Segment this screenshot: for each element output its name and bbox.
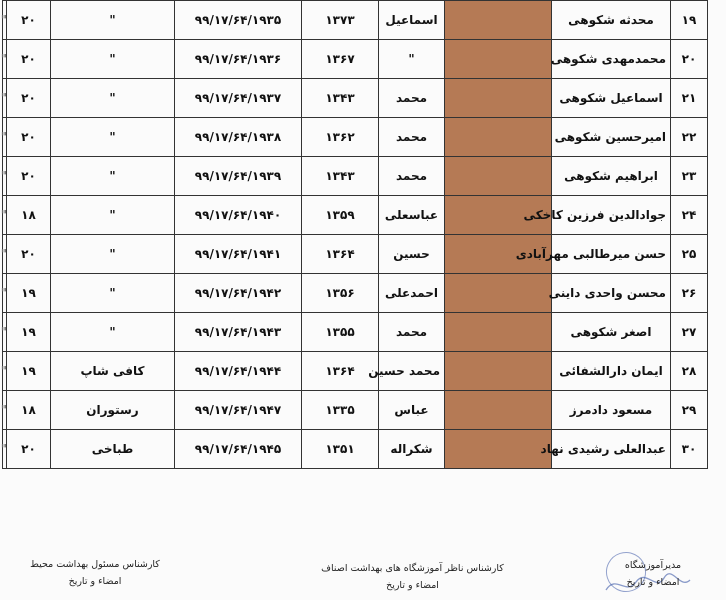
remarks: ": [3, 79, 7, 118]
score: ۱۸: [7, 196, 51, 235]
row-number: ۲۲: [671, 118, 708, 157]
remarks: ": [3, 157, 7, 196]
redacted-field: [445, 274, 552, 313]
score: ۲۰: [7, 157, 51, 196]
score: ۱۹: [7, 352, 51, 391]
table-row: [3, 391, 708, 430]
score: ۲۰: [7, 118, 51, 157]
father-name: محمد: [379, 313, 445, 352]
birth-year: ۱۳۵۵: [302, 313, 379, 352]
signature-title: کارشناس مسئول بهداشت محیط: [30, 559, 160, 570]
row-number: ۱۹: [671, 1, 708, 40]
score: ۱۸: [7, 391, 51, 430]
birth-year: ۱۳۵۱: [302, 430, 379, 469]
table-row: [3, 352, 708, 391]
remarks: ": [3, 1, 7, 40]
father-name: احمدعلی: [379, 274, 445, 313]
birth-year: ۱۳۵۶: [302, 274, 379, 313]
registration-number: ۹۹/۱۷/۶۴/۱۹۴۵: [175, 430, 302, 469]
registration-number: ۹۹/۱۷/۶۴/۱۹۳۸: [175, 118, 302, 157]
father-name: محمد: [379, 157, 445, 196]
signature-title: کارشناس ناظر آموزشگاه های بهداشت اصناف: [321, 563, 504, 574]
signature-block-school-director: [598, 557, 708, 591]
trainee-name: اصغر شکوهی: [552, 313, 671, 352]
trade-type: رستوران: [51, 391, 175, 430]
registration-number: ۹۹/۱۷/۶۴/۱۹۴۷: [175, 391, 302, 430]
registration-number: ۹۹/۱۷/۶۴/۱۹۳۷: [175, 79, 302, 118]
trainee-name: اسماعیل شکوهی: [552, 79, 671, 118]
redacted-field: [445, 352, 552, 391]
birth-year: ۱۳۵۹: [302, 196, 379, 235]
trainee-name: جوادالدین فرزین کاخکی: [552, 196, 671, 235]
remarks: ": [3, 235, 7, 274]
birth-year: ۱۳۴۳: [302, 79, 379, 118]
trainee-name: محدثه شکوهی: [552, 1, 671, 40]
redacted-field: [445, 430, 552, 469]
father-name: محمد حسین: [379, 352, 445, 391]
trainee-name: محسن واحدی داینی: [552, 274, 671, 313]
birth-year: ۱۳۷۳: [302, 1, 379, 40]
trade-type: ": [51, 235, 175, 274]
redacted-field: [445, 79, 552, 118]
trade-type: ": [51, 313, 175, 352]
roster-body: [0, 1, 708, 469]
birth-year: ۱۳۴۳: [302, 157, 379, 196]
score: ۲۰: [7, 1, 51, 40]
table-row: [3, 235, 708, 274]
birth-year: ۱۳۶۴: [302, 352, 379, 391]
trainee-name: ابراهیم شکوهی: [552, 157, 671, 196]
table-row: [3, 313, 708, 352]
birth-year: ۱۳۶۷: [302, 40, 379, 79]
score: ۲۰: [7, 430, 51, 469]
trainee-name: عبدالعلی رشیدی نهاد: [552, 430, 671, 469]
trade-type: ": [51, 157, 175, 196]
signature-subtitle: امضاء و تاریخ: [68, 576, 122, 587]
row-number: ۲۹: [671, 391, 708, 430]
row-number: ۲۷: [671, 313, 708, 352]
redacted-field: [445, 391, 552, 430]
registration-number: ۹۹/۱۷/۶۴/۱۹۴۱: [175, 235, 302, 274]
trainee-name: ایمان دارالشفائی: [552, 352, 671, 391]
registration-number: ۹۹/۱۷/۶۴/۱۹۴۰: [175, 196, 302, 235]
redacted-field: [445, 118, 552, 157]
redacted-field: [445, 1, 552, 40]
table-row: [3, 196, 708, 235]
father-name: محمد: [379, 79, 445, 118]
table-row: [3, 1, 708, 40]
row-number: ۳۰: [671, 430, 708, 469]
remarks: ": [3, 274, 7, 313]
trade-type: ": [51, 1, 175, 40]
row-number: ۲۶: [671, 274, 708, 313]
registration-number: ۹۹/۱۷/۶۴/۱۹۳۵: [175, 1, 302, 40]
trade-type: کافی شاپ: [51, 352, 175, 391]
birth-year: ۱۳۶۴: [302, 235, 379, 274]
signature-block-environmental-health: [20, 556, 170, 590]
registration-number: ۹۹/۱۷/۶۴/۱۹۴۴: [175, 352, 302, 391]
father-name: اسماعیل: [379, 1, 445, 40]
remarks: ": [3, 352, 7, 391]
registration-number: ۹۹/۱۷/۶۴/۱۹۴۳: [175, 313, 302, 352]
table-row: [3, 157, 708, 196]
row-number: ۲۱: [671, 79, 708, 118]
signature-title: مدیرآموزشگاه: [624, 560, 682, 571]
table-row: [3, 118, 708, 157]
row-number: ۲۵: [671, 235, 708, 274]
row-number: ۲۸: [671, 352, 708, 391]
trade-type: ": [51, 40, 175, 79]
score: ۲۰: [7, 79, 51, 118]
table-row: [3, 430, 708, 469]
table-row: [3, 274, 708, 313]
birth-year: ۱۳۳۵: [302, 391, 379, 430]
table-row: [3, 79, 708, 118]
redacted-field: [445, 157, 552, 196]
trainee-name: محمدمهدی شکوهی: [552, 40, 671, 79]
row-number: ۲۳: [671, 157, 708, 196]
row-number: ۲۴: [671, 196, 708, 235]
father-name: عباس: [379, 391, 445, 430]
father-name: حسین: [379, 235, 445, 274]
score: ۱۹: [7, 313, 51, 352]
row-number: ۲۰: [671, 40, 708, 79]
trade-type: ": [51, 79, 175, 118]
redacted-field: [445, 40, 552, 79]
remarks: ": [3, 391, 7, 430]
trade-type: ": [51, 118, 175, 157]
trainee-roster-table: [2, 0, 708, 469]
signature-subtitle: امضاء و تاریخ: [386, 580, 439, 591]
remarks: ": [3, 196, 7, 235]
father-name: ": [379, 40, 445, 79]
remarks: ": [3, 40, 7, 79]
signature-subtitle: امضاء و تاریخ: [626, 577, 680, 588]
remarks: ": [3, 118, 7, 157]
trade-type: ": [51, 274, 175, 313]
trade-type: ": [51, 196, 175, 235]
redacted-field: [445, 313, 552, 352]
trainee-name: حسن میرطالبی مهرآبادی: [552, 235, 671, 274]
registration-number: ۹۹/۱۷/۶۴/۱۹۴۲: [175, 274, 302, 313]
trade-type: طباخی: [51, 430, 175, 469]
father-name: شکراله: [379, 430, 445, 469]
trainee-name: امیرحسین شکوهی: [552, 118, 671, 157]
trainee-name: مسعود دادمرز: [552, 391, 671, 430]
registration-number: ۹۹/۱۷/۶۴/۱۹۳۶: [175, 40, 302, 79]
table-row: [3, 40, 708, 79]
father-name: عباسعلی: [379, 196, 445, 235]
score: ۲۰: [7, 40, 51, 79]
score: ۲۰: [7, 235, 51, 274]
remarks: ": [3, 313, 7, 352]
registration-number: ۹۹/۱۷/۶۴/۱۹۳۹: [175, 157, 302, 196]
father-name: محمد: [379, 118, 445, 157]
signature-block-supervisor: [305, 560, 520, 594]
score: ۱۹: [7, 274, 51, 313]
remarks: ": [3, 430, 7, 469]
birth-year: ۱۳۶۲: [302, 118, 379, 157]
